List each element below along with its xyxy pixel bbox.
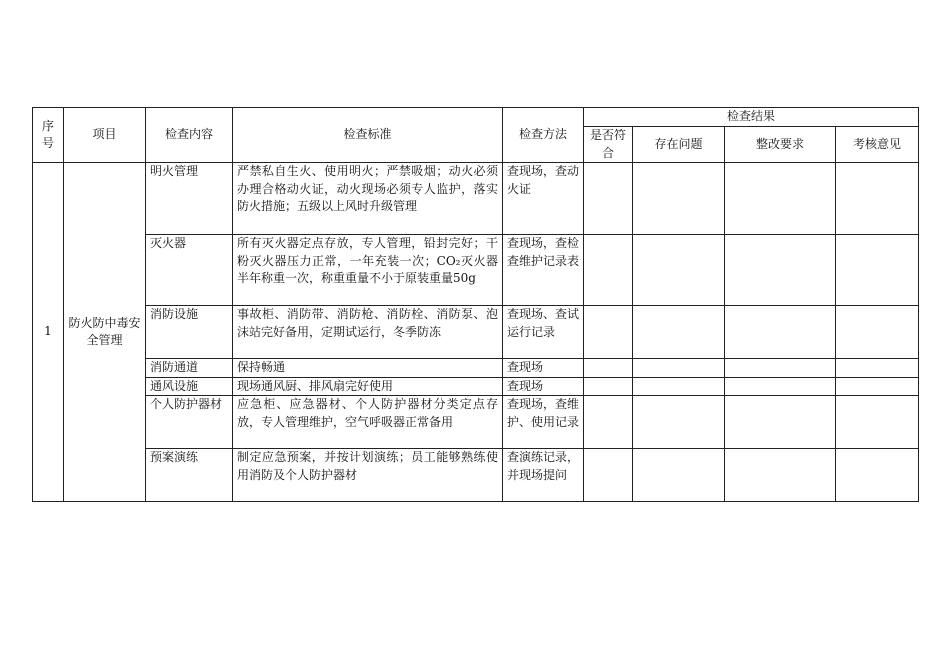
row-content: 消防设施	[146, 306, 233, 359]
table-row	[33, 396, 919, 449]
row-method: 查演练记录，并现场提问	[503, 449, 584, 502]
result-opinion-cell[interactable]	[836, 306, 919, 359]
header-method: 检查方法	[503, 108, 584, 163]
header-content: 检查内容	[146, 108, 233, 163]
row-content: 明火管理	[146, 163, 233, 235]
header-seq: 序号	[33, 108, 64, 163]
group-seq: 1	[33, 163, 64, 502]
row-standard: 现场通风厨、排风扇完好使用	[233, 377, 503, 396]
table-row	[33, 449, 919, 502]
row-standard: 所有灭火器定点存放，专人管理，铅封完好；干粉灭火器压力正常，一年充装一次；CO₂灭火器半年称重一次，称重重量不小于原装重量50g	[233, 235, 503, 306]
table-row	[33, 306, 919, 359]
result-compliant-cell[interactable]	[584, 377, 633, 396]
result-issues-cell[interactable]	[633, 163, 725, 235]
result-issues-cell[interactable]	[633, 359, 725, 378]
result-compliant-cell[interactable]	[584, 235, 633, 306]
row-standard: 应急柜、应急器材、个人防护器材分类定点存放，专人管理维护，空气呼吸器正常备用	[233, 396, 503, 449]
table-row	[33, 377, 919, 396]
header-opinion: 考核意见	[836, 127, 919, 163]
row-content: 预案演练	[146, 449, 233, 502]
result-opinion-cell[interactable]	[836, 359, 919, 378]
table-row	[33, 359, 919, 378]
result-issues-cell[interactable]	[633, 306, 725, 359]
result-compliant-cell[interactable]	[584, 396, 633, 449]
header-standard: 检查标准	[233, 108, 503, 163]
header-compliant: 是否符合	[584, 127, 633, 163]
result-opinion-cell[interactable]	[836, 377, 919, 396]
result-rectify-cell[interactable]	[725, 396, 836, 449]
result-rectify-cell[interactable]	[725, 377, 836, 396]
row-method: 查现场，查维护、使用记录	[503, 396, 584, 449]
header-issues: 存在问题	[633, 127, 725, 163]
result-rectify-cell[interactable]	[725, 359, 836, 378]
table-row	[33, 235, 919, 306]
row-method: 查现场，查检查维护记录表	[503, 235, 584, 306]
result-rectify-cell[interactable]	[725, 235, 836, 306]
row-method: 查现场、查试运行记录	[503, 306, 584, 359]
row-content: 通风设施	[146, 377, 233, 396]
result-opinion-cell[interactable]	[836, 396, 919, 449]
result-rectify-cell[interactable]	[725, 306, 836, 359]
result-compliant-cell[interactable]	[584, 359, 633, 378]
result-compliant-cell[interactable]	[584, 449, 633, 502]
row-content: 个人防护器材	[146, 396, 233, 449]
inspection-table	[32, 107, 919, 502]
header-result-group: 检查结果	[584, 108, 919, 127]
table-row	[33, 163, 919, 235]
result-issues-cell[interactable]	[633, 377, 725, 396]
result-compliant-cell[interactable]	[584, 163, 633, 235]
result-issues-cell[interactable]	[633, 235, 725, 306]
header-project: 项目	[64, 108, 146, 163]
row-method: 查现场	[503, 377, 584, 396]
row-standard: 制定应急预案，并按计划演练；员工能够熟练使用消防及个人防护器材	[233, 449, 503, 502]
row-standard: 严禁私自生火、使用明火；严禁吸烟；动火必须办理合格动火证，动火现场必须专人监护，落实防火措施；五级以上风时升级管理	[233, 163, 503, 235]
result-issues-cell[interactable]	[633, 449, 725, 502]
header-rectify: 整改要求	[725, 127, 836, 163]
row-method: 查现场	[503, 359, 584, 378]
row-method: 查现场，查动火证	[503, 163, 584, 235]
result-compliant-cell[interactable]	[584, 306, 633, 359]
result-opinion-cell[interactable]	[836, 449, 919, 502]
result-rectify-cell[interactable]	[725, 163, 836, 235]
result-opinion-cell[interactable]	[836, 163, 919, 235]
result-opinion-cell[interactable]	[836, 235, 919, 306]
row-content: 消防通道	[146, 359, 233, 378]
group-project: 防火防中毒安全管理	[64, 163, 146, 502]
row-content: 灭火器	[146, 235, 233, 306]
result-issues-cell[interactable]	[633, 396, 725, 449]
row-standard: 保持畅通	[233, 359, 503, 378]
result-rectify-cell[interactable]	[725, 449, 836, 502]
row-standard: 事故柜、消防带、消防枪、消防栓、消防泵、泡沫站完好备用，定期试运行，冬季防冻	[233, 306, 503, 359]
